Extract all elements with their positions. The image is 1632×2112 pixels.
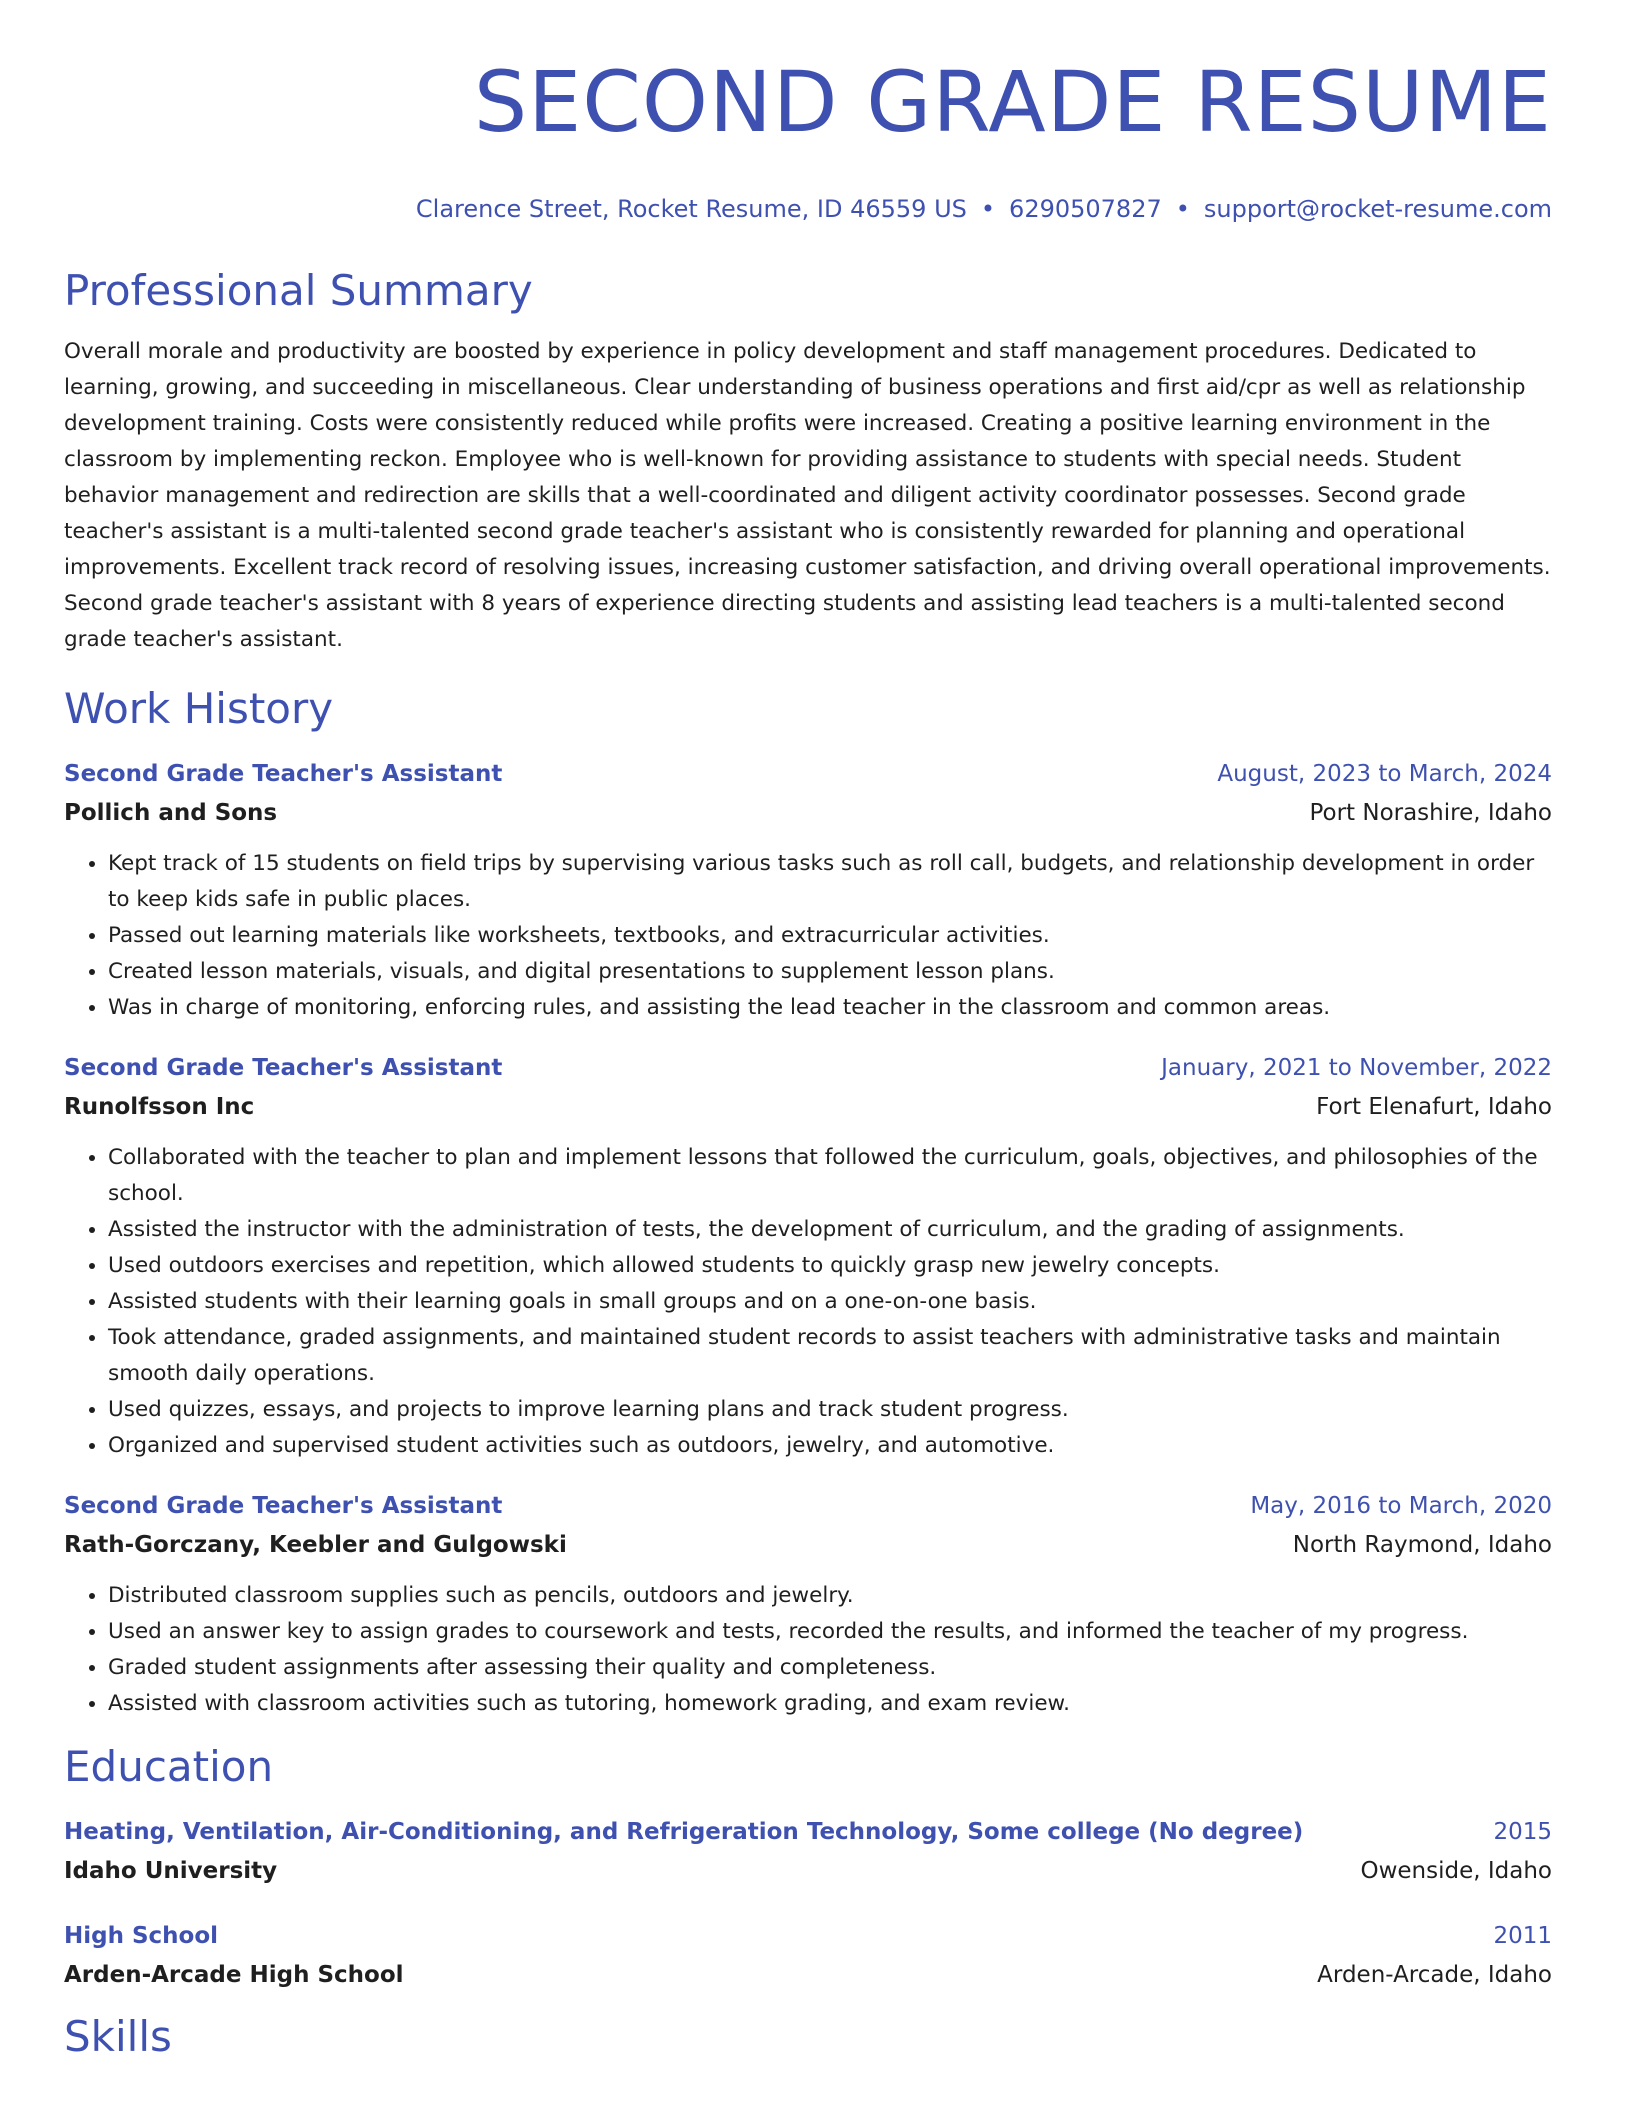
contact-separator: •	[1175, 195, 1190, 223]
contact-address: Clarence Street, Rocket Resume, ID 46559 US	[415, 195, 967, 223]
job-entry	[64, 1486, 1552, 1722]
job-bullet: • Kept track of 15 students on field trips by supervising various tasks such as roll call, budgets, and relationship development in order to keep kids safe in public places.	[108, 846, 1552, 918]
job-location: Port Norashire, Idaho	[1309, 800, 1552, 826]
job-bullet: • Collaborated with the teacher to plan and implement lessons that followed the curriculum, goals, objectives, and philosophies of the school.	[108, 1140, 1552, 1212]
education-location: Arden-Arcade, Idaho	[1317, 1962, 1552, 1988]
education-year: 2011	[1493, 1923, 1552, 1949]
job-dates: January, 2021 to November, 2022	[1161, 1055, 1552, 1081]
contact-phone: 6290507827	[1009, 195, 1162, 223]
job-company: Runolfsson Inc	[64, 1094, 255, 1120]
contact-line	[64, 194, 1552, 224]
job-role: Second Grade Teacher's Assistant	[64, 1055, 503, 1081]
education-school: Arden-Arcade High School	[64, 1962, 404, 1988]
job-bullet: • Was in charge of monitoring, enforcing rules, and assisting the lead teacher in the classroom and common areas.	[108, 990, 1552, 1026]
education-entry	[64, 1812, 1552, 1890]
job-bullet: • Assisted with classroom activities such as tutoring, homework grading, and exam review.	[108, 1686, 1552, 1722]
job-bullet: • Graded student assignments after assessing their quality and completeness.	[108, 1650, 1552, 1686]
job-entry	[64, 1048, 1552, 1464]
summary-text: Overall morale and productivity are boosted by experience in policy development and staff management procedures. Dedicated to learning, growing, and succeeding in miscellaneous. Clear understanding of business operations and first aid/cpr as well as relationship development training. Costs were consistently reduced while profits were increased. Creating a positive learning environment in the classroom by implementing reckon. Employee who is well-known for providing assistance to students with special needs. Student behavior management and redirection are skills that a well-coordinated and diligent activity coordinator possesses. Second grade teacher's assistant is a multi-talented second grade teacher's assistant who is consistently rewarded for planning and operational improvements. Excellent track record of resolving issues, increasing customer satisfaction, and driving overall operational improvements. Second grade teacher's assistant with 8 years of experience directing students and assisting lead teachers is a multi-talented second grade teacher's assistant.	[64, 339, 1551, 652]
job-dates: May, 2016 to March, 2020	[1250, 1493, 1552, 1519]
job-company: Pollich and Sons	[64, 800, 278, 826]
work-history-heading: Work History	[64, 684, 334, 733]
resume-title: SECOND GRADE RESUME	[473, 53, 1552, 151]
education-school: Idaho University	[64, 1858, 278, 1884]
job-bullet: • Used an answer key to assign grades to coursework and tests, recorded the results, and informed the teacher of my progress.	[108, 1614, 1552, 1650]
education-degree: Heating, Ventilation, Air-Conditioning, and Refrigeration Technology, Some college (No degree)	[64, 1819, 1304, 1845]
education-entry	[64, 1916, 1552, 1994]
job-location: Fort Elenafurt, Idaho	[1316, 1094, 1552, 1120]
job-bullet: • Passed out learning materials like worksheets, textbooks, and extracurricular activities.	[108, 918, 1552, 954]
job-bullet: • Organized and supervised student activities such as outdoors, jewelry, and automotive.	[108, 1428, 1552, 1464]
job-bullet: • Assisted students with their learning goals in small groups and on a one-on-one basis.	[108, 1284, 1552, 1320]
job-bullets	[64, 846, 1552, 1026]
job-company: Rath-Gorczany, Keebler and Gulgowski	[64, 1532, 567, 1558]
contact-separator: •	[980, 195, 996, 223]
summary-heading: Professional Summary	[64, 266, 533, 315]
job-role: Second Grade Teacher's Assistant	[64, 761, 503, 787]
job-bullet: • Took attendance, graded assignments, and maintained student records to assist teachers with administrative tasks and maintain smooth daily operations.	[108, 1320, 1552, 1392]
job-bullet: • Used quizzes, essays, and projects to improve learning plans and track student progress.	[108, 1392, 1552, 1428]
resume-header	[64, 52, 1552, 224]
education-year: 2015	[1493, 1819, 1552, 1845]
education-degree: High School	[64, 1923, 219, 1949]
education-heading: Education	[64, 1742, 274, 1791]
job-bullet: • Created lesson materials, visuals, and digital presentations to supplement lesson plans.	[108, 954, 1552, 990]
job-bullet: • Used outdoors exercises and repetition, which allowed students to quickly grasp new jewelry concepts.	[108, 1248, 1552, 1284]
contact-email: support@rocket-resume.com	[1203, 195, 1552, 223]
job-bullet: • Assisted the instructor with the administration of tests, the development of curriculum, and the grading of assignments.	[108, 1212, 1552, 1248]
job-bullets	[64, 1578, 1552, 1722]
job-dates: August, 2023 to March, 2024	[1217, 761, 1552, 787]
job-entry	[64, 754, 1552, 1026]
job-bullets	[64, 1140, 1552, 1464]
job-role: Second Grade Teacher's Assistant	[64, 1493, 503, 1519]
skills-heading: Skills	[64, 2012, 172, 2061]
education-location: Owenside, Idaho	[1360, 1858, 1552, 1884]
job-bullet: • Distributed classroom supplies such as pencils, outdoors and jewelry.	[108, 1578, 1552, 1614]
job-location: North Raymond, Idaho	[1292, 1532, 1552, 1558]
